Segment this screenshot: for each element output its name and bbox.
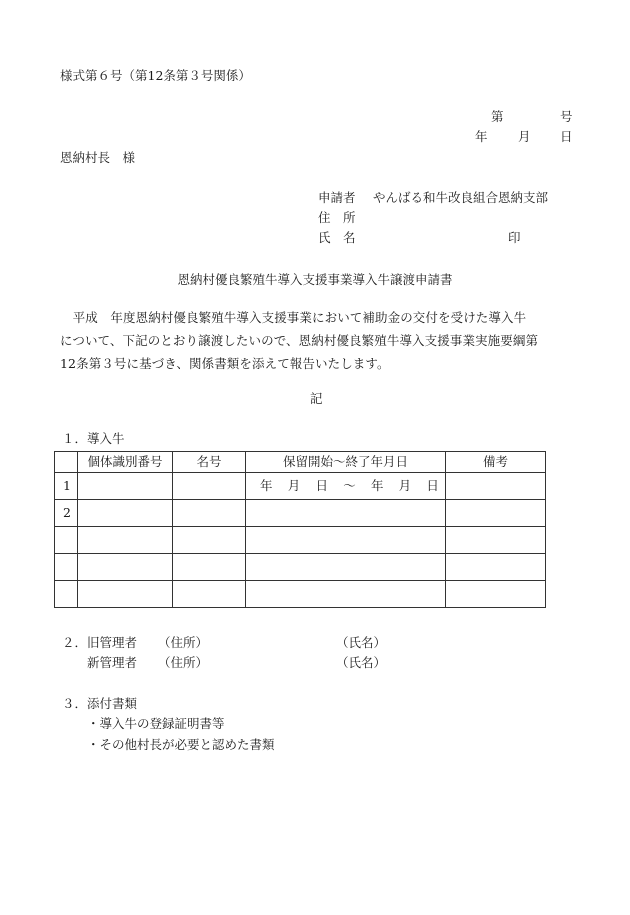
applicant-name: やんばる和牛改良組合恩納支部 bbox=[373, 190, 549, 205]
new-manager-address: （住所） bbox=[158, 655, 209, 670]
row-number bbox=[55, 554, 78, 581]
old-manager-label: 旧管理者 bbox=[87, 635, 138, 650]
name-cell[interactable] bbox=[173, 554, 246, 581]
period-end-day: 日 bbox=[426, 477, 439, 493]
attachment-item: ・導入牛の登録証明書等 bbox=[87, 716, 225, 731]
doc-number-dai: 第 bbox=[491, 109, 504, 124]
section3-heading: ３．添付書類 bbox=[62, 696, 138, 711]
remarks-cell[interactable] bbox=[446, 473, 546, 500]
date-day: 日 bbox=[560, 129, 573, 144]
seal-mark: 印 bbox=[508, 230, 521, 245]
date-month: 月 bbox=[518, 129, 531, 144]
period-cell[interactable] bbox=[246, 554, 446, 581]
new-manager-name: （氏名） bbox=[336, 655, 387, 670]
row-number: 1 bbox=[55, 473, 78, 500]
period-start-year: 年 bbox=[260, 477, 273, 493]
name-cell[interactable] bbox=[173, 527, 246, 554]
col-id-header: 個体識別番号 bbox=[78, 452, 173, 473]
form-number: 様式第６号（第12条第３号関係） bbox=[60, 68, 251, 83]
document-title: 恩納村優良繁殖牛導入支援事業導入牛譲渡申請書 bbox=[177, 272, 453, 287]
id-cell[interactable] bbox=[78, 500, 173, 527]
old-manager-name: （氏名） bbox=[336, 635, 387, 650]
name-cell[interactable] bbox=[173, 581, 246, 608]
period-cell[interactable] bbox=[246, 500, 446, 527]
body-paragraph bbox=[60, 306, 580, 375]
addressee: 恩納村長 様 bbox=[60, 150, 136, 165]
address-label: 住 所 bbox=[318, 210, 356, 225]
remarks-cell[interactable] bbox=[446, 554, 546, 581]
period-start-month: 月 bbox=[287, 477, 301, 493]
old-manager-address: （住所） bbox=[158, 635, 209, 650]
table-row bbox=[55, 554, 546, 581]
section2-number: ２． bbox=[62, 635, 88, 650]
row-number bbox=[55, 581, 78, 608]
person-name-label: 氏 名 bbox=[318, 230, 356, 245]
body-line: 平成 年度恩納村優良繁殖牛導入支援事業において補助金の交付を受けた導入牛 bbox=[60, 310, 527, 325]
remarks-cell[interactable] bbox=[446, 527, 546, 554]
id-cell[interactable] bbox=[78, 554, 173, 581]
period-cell[interactable] bbox=[246, 473, 446, 500]
table-row bbox=[55, 500, 546, 527]
id-cell[interactable] bbox=[78, 473, 173, 500]
col-period-header: 保留開始～終了年月日 bbox=[246, 452, 446, 473]
id-cell[interactable] bbox=[78, 527, 173, 554]
date-year: 年 bbox=[475, 129, 488, 144]
period-end-month: 月 bbox=[398, 477, 412, 493]
col-name-header: 名号 bbox=[173, 452, 246, 473]
table-row bbox=[55, 527, 546, 554]
doc-number-go: 号 bbox=[560, 109, 573, 124]
table-row bbox=[55, 473, 546, 500]
remarks-cell[interactable] bbox=[446, 581, 546, 608]
period-tilde: ～ bbox=[343, 477, 356, 493]
table-row bbox=[55, 581, 546, 608]
row-number bbox=[55, 527, 78, 554]
applicant-label: 申請者 bbox=[318, 190, 356, 205]
body-line: 12条第３号に基づき、関係書類を添えて報告いたします。 bbox=[60, 356, 390, 371]
new-manager-label: 新管理者 bbox=[87, 655, 138, 670]
attachment-item: ・その他村長が必要と認めた書類 bbox=[87, 737, 275, 752]
period-end-year: 年 bbox=[370, 477, 384, 493]
name-cell[interactable] bbox=[173, 500, 246, 527]
col-no-header bbox=[55, 452, 78, 473]
ki-heading: 記 bbox=[310, 391, 323, 406]
period-cell[interactable] bbox=[246, 527, 446, 554]
table-header-row bbox=[55, 452, 546, 473]
name-cell[interactable] bbox=[173, 473, 246, 500]
id-cell[interactable] bbox=[78, 581, 173, 608]
period-start-day: 日 bbox=[315, 477, 328, 493]
period-cell[interactable] bbox=[246, 581, 446, 608]
remarks-cell[interactable] bbox=[446, 500, 546, 527]
col-remarks-header: 備考 bbox=[446, 452, 546, 473]
body-line: について、下記のとおり譲渡したいので、恩納村優良繁殖牛導入支援事業実施要綱第 bbox=[60, 333, 539, 348]
row-number: 2 bbox=[55, 500, 78, 527]
section1-heading: １．導入牛 bbox=[62, 431, 125, 446]
cattle-table bbox=[54, 451, 546, 608]
